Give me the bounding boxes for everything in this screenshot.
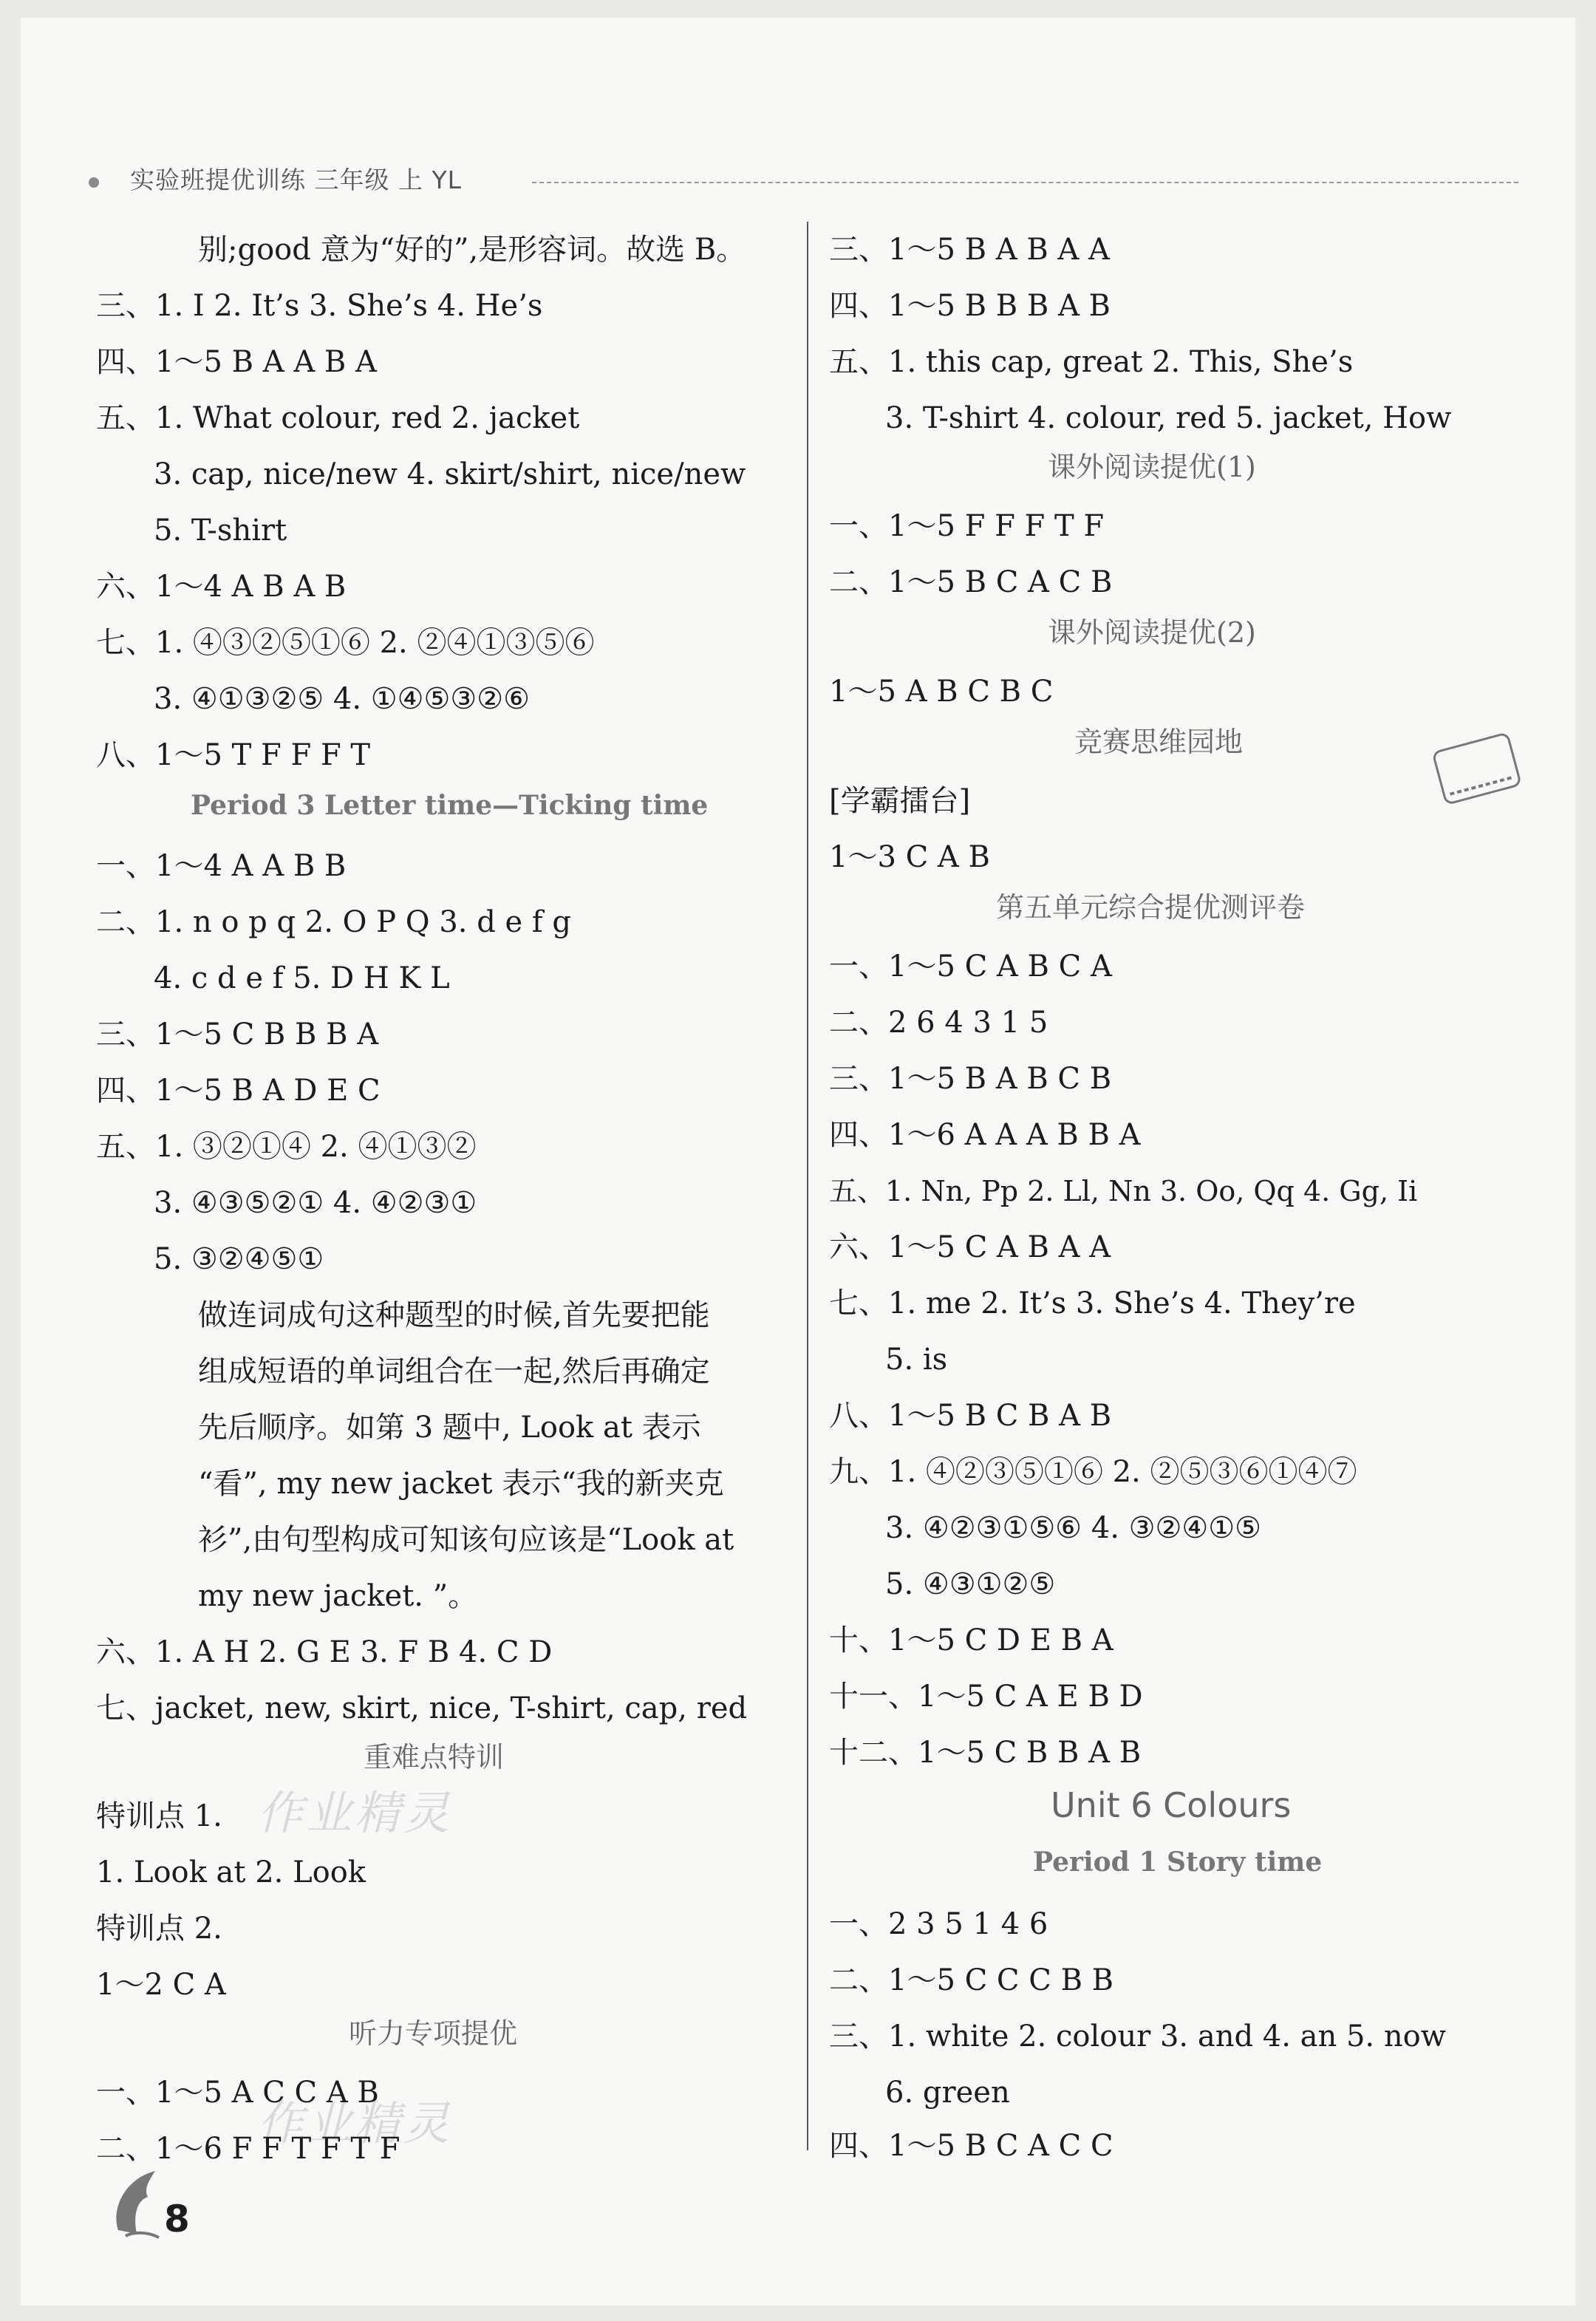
answer-line: 4. c d e f 5. D H K L	[154, 961, 450, 995]
header-title: 实验班提优训练 三年级 上 YL	[130, 166, 463, 194]
section-heading: Period 3 Letter time—Ticking time	[191, 790, 709, 821]
watermark: 作业精灵	[257, 1786, 453, 1840]
explanation-line: 组成短语的单词组合在一起,然后再确定	[198, 1354, 710, 1388]
answer-line: 十、1～5 C D E B A	[829, 1623, 1114, 1657]
answer-line: 六、1～4 A B A B	[96, 570, 347, 604]
answer-line: 三、1～5 B A B A A	[829, 233, 1110, 267]
watermark: 作业精灵	[257, 2096, 453, 2150]
answer-line: 四、1～5 B A D E C	[96, 1074, 381, 1108]
answer-line: 1～3 C A B	[829, 840, 990, 874]
section-heading: 听力专项提优	[349, 2017, 518, 2050]
answer-line: 3. ④③⑤②① 4. ④②③①	[154, 1186, 477, 1220]
answer-line: 五、1. What colour, red 2. jacket	[96, 401, 580, 435]
answer-line: 九、1. ④②③⑤①⑥ 2. ②⑤③⑥①④⑦	[829, 1455, 1357, 1489]
answer-line: 5. T-shirt	[154, 514, 287, 548]
answer-line: 一、1～5 F F F T F	[829, 509, 1105, 543]
section-heading: 课外阅读提优(2)	[1048, 616, 1256, 649]
answer-line: 一、1～5 C A B C A	[829, 950, 1112, 984]
answer-line: 七、1. me 2. It’s 3. She’s 4. They’re	[829, 1286, 1356, 1320]
answer-line: 1～2 C A	[96, 1968, 226, 2002]
explanation-line: my new jacket. ”。	[198, 1579, 478, 1613]
answer-line: 四、1～5 B B B A B	[829, 289, 1111, 323]
section-heading: 重难点特训	[364, 1741, 505, 1773]
answer-line: 二、1～5 C C C B B	[829, 1963, 1114, 1997]
answer-line: 特训点 2.	[96, 1912, 222, 1946]
answer-line: 二、1. n o p q 2. O P Q 3. d e f g	[96, 905, 572, 939]
answer-line: 二、1～6 F F T F T F	[96, 2132, 400, 2166]
answer-line: 二、1～5 B C A C B	[829, 565, 1113, 599]
answer-line: 七、jacket, new, skirt, nice, T-shirt, cap, red	[96, 1691, 748, 1725]
explanation-line: 做连词成句这种题型的时候,首先要把能	[198, 1298, 710, 1332]
answer-line: 二、2 6 4 3 1 5	[829, 1006, 1048, 1040]
stamp-icon	[1426, 732, 1530, 813]
answer-line: 八、1～5 B C B A B	[829, 1399, 1112, 1433]
answer-line: 3. cap, nice/new 4. skirt/shirt, nice/new	[154, 457, 746, 491]
dolphin-icon	[103, 2164, 170, 2245]
answer-line: 3. ④②③①⑤⑥ 4. ③②④①⑤	[885, 1511, 1261, 1545]
answer-line: 十二、1～5 C B B A B	[829, 1736, 1142, 1770]
answer-line: 六、1. A H 2. G E 3. F B 4. C D	[96, 1635, 553, 1669]
answer-line: 三、1～5 C B B B A	[96, 1018, 379, 1052]
answer-line: 五、1. Nn, Pp 2. Ll, Nn 3. Oo, Qq 4. Gg, Ii	[829, 1175, 1418, 1207]
answer-line: 三、1～5 B A B C B	[829, 1062, 1112, 1096]
answer-line: 6. green	[885, 2076, 1010, 2110]
answer-line: 1. Look at 2. Look	[96, 1855, 366, 1889]
answer-line: 一、2 3 5 1 4 6	[829, 1907, 1048, 1941]
answer-line: 5. is	[885, 1343, 948, 1377]
answer-line: 四、1～6 A A A B B A	[829, 1118, 1141, 1152]
answer-line: 5. ④③①②⑤	[885, 1567, 1056, 1601]
answer-page	[21, 18, 1575, 2305]
explanation-line: “看”, my new jacket 表示“我的新夹克	[198, 1467, 724, 1501]
answer-line: 3. T-shirt 4. colour, red 5. jacket, How	[885, 401, 1452, 435]
section-heading: Period 1 Story time	[1033, 1847, 1323, 1878]
answer-line: 五、1. this cap, great 2. This, She’s	[829, 345, 1354, 379]
answer-line: 一、1～5 A C C A B	[96, 2076, 379, 2110]
answer-line: 三、1. white 2. colour 3. and 4. an 5. now	[829, 2020, 1446, 2054]
unit-heading: Unit 6 Colours	[1051, 1785, 1292, 1825]
answer-line: 1～5 A B C B C	[829, 675, 1054, 709]
answer-line: 特训点 1.	[96, 1799, 222, 1833]
answer-line: 别;good 意为“好的”,是形容词。故选 B。	[198, 233, 746, 267]
answer-line: 3. ④①③②⑤ 4. ①④⑤③②⑥	[154, 682, 530, 716]
section-heading: 课外阅读提优(1)	[1048, 451, 1256, 483]
answer-line: 三、1. I 2. It’s 3. She’s 4. He’s	[96, 289, 543, 323]
answer-line: 一、1～4 A A B B	[96, 849, 347, 883]
explanation-line: 衫”,由句型构成可知该句应该是“Look at	[198, 1523, 734, 1557]
section-heading: 竞赛思维园地	[1074, 726, 1244, 758]
answer-line: 五、1. ③②①④ 2. ④①③②	[96, 1130, 477, 1164]
answer-line: 十一、1～5 C A E B D	[829, 1680, 1143, 1714]
answer-line: 四、1～5 B A A B A	[96, 345, 377, 379]
answer-line: 四、1～5 B C A C C	[829, 2129, 1114, 2163]
answer-line: [学霸擂台]	[829, 784, 971, 818]
section-heading: 第五单元综合提优测评卷	[996, 891, 1306, 924]
answer-line: 七、1. ④③②⑤①⑥ 2. ②④①③⑤⑥	[96, 626, 595, 660]
header-rule	[532, 182, 1518, 183]
page-number: 8	[164, 2198, 190, 2240]
explanation-line: 先后顺序。如第 3 题中, Look at 表示	[198, 1411, 701, 1445]
bullet-icon	[89, 177, 99, 188]
column-divider	[807, 222, 808, 2150]
answer-line: 六、1～5 C A B A A	[829, 1230, 1111, 1264]
page-header	[89, 161, 1518, 194]
answer-line: 八、1～5 T F F F T	[96, 738, 371, 772]
answer-line: 5. ③②④⑤①	[154, 1242, 324, 1276]
